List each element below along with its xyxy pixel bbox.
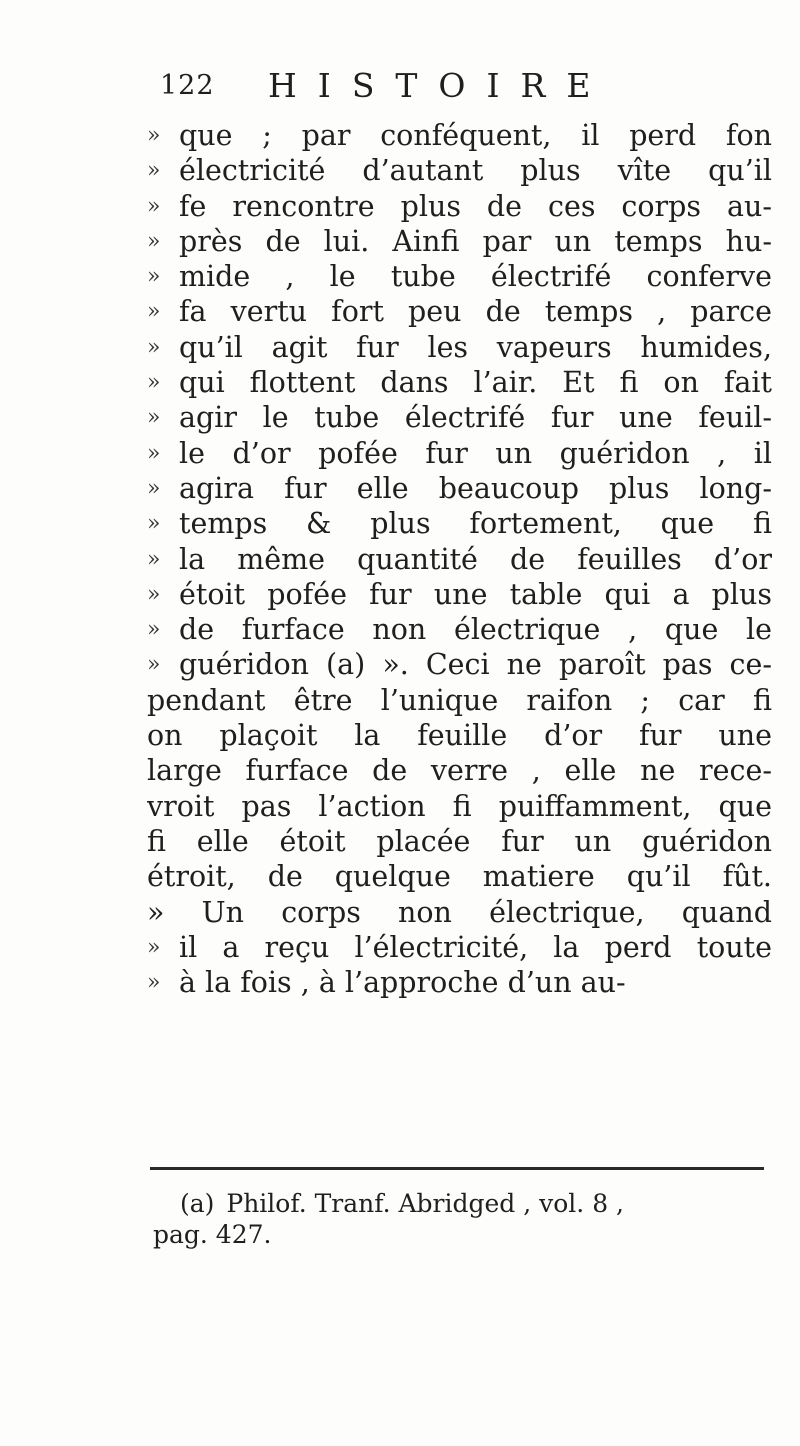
text-line bbox=[147, 895, 772, 930]
text-line bbox=[147, 189, 772, 224]
line-text: qu’il agit fur les vapeurs humides, bbox=[179, 330, 772, 364]
quote-mark: » bbox=[147, 511, 161, 537]
text-line bbox=[147, 118, 772, 153]
quote-mark: » bbox=[147, 334, 161, 360]
line-text: à la fois , à l’approche d’un au- bbox=[179, 966, 626, 1000]
text-line bbox=[147, 683, 772, 718]
footnote-text: Philof. Tranf. Abridged , vol. 8 , bbox=[226, 1189, 624, 1218]
text-line bbox=[147, 647, 772, 682]
text-line bbox=[147, 330, 772, 365]
line-text: mide , le tube électrifé conferve bbox=[179, 260, 772, 294]
line-text: pendant être l’unique raifon ; car fi bbox=[147, 683, 772, 717]
line-text: » Un corps non électrique, quand bbox=[147, 895, 772, 929]
text-line bbox=[147, 612, 772, 647]
quote-mark: » bbox=[147, 264, 161, 290]
footnote-line: pag. 427. bbox=[153, 1220, 272, 1249]
quote-mark: » bbox=[147, 581, 161, 607]
line-text: la même quantité de feuilles d’or bbox=[179, 542, 772, 576]
text-line bbox=[147, 577, 772, 612]
text-line bbox=[147, 753, 772, 788]
line-text: fi elle étoit placée fur un guéridon bbox=[147, 824, 772, 858]
line-text: de furface non électrique , que le bbox=[179, 613, 772, 647]
line-text: agir le tube électrifé fur une feuil- bbox=[179, 401, 772, 435]
quote-mark: » bbox=[147, 440, 161, 466]
text-line bbox=[147, 153, 772, 188]
quote-mark: » bbox=[147, 370, 161, 396]
line-text: fa vertu fort peu de temps , parce bbox=[179, 295, 772, 329]
line-text: électricité d’autant plus vîte qu’il bbox=[179, 154, 772, 188]
line-text: le d’or pofée fur un guéridon , il bbox=[179, 436, 772, 470]
line-text: large furface de verre , elle ne rece- bbox=[147, 754, 772, 788]
line-text: on plaçoit la feuille d’or fur une bbox=[147, 719, 772, 753]
quote-mark: » bbox=[147, 193, 161, 219]
text-line bbox=[147, 436, 772, 471]
line-text: étroit, de quelque matiere qu’il fût. bbox=[147, 860, 772, 894]
quote-mark: » bbox=[147, 934, 161, 960]
line-text: il a reçu l’électricité, la perd toute bbox=[179, 930, 772, 964]
line-text: fe rencontre plus de ces corps au- bbox=[179, 189, 772, 223]
footnote-line bbox=[180, 1188, 765, 1219]
text-line bbox=[147, 542, 772, 577]
text-line bbox=[147, 259, 772, 294]
quote-mark: » bbox=[147, 652, 161, 678]
text-line bbox=[147, 471, 772, 506]
line-text: près de lui. Ainfi par un temps hu- bbox=[179, 224, 772, 258]
text-line bbox=[147, 718, 772, 753]
footnote-rule bbox=[150, 1167, 764, 1170]
text-line bbox=[147, 294, 772, 329]
quote-mark: » bbox=[147, 158, 161, 184]
line-text: vroit pas l’action fi puiffamment, que bbox=[147, 789, 772, 823]
line-text: étoit pofée fur une table qui a plus bbox=[179, 577, 772, 611]
quote-mark: » bbox=[147, 123, 161, 148]
text-line bbox=[147, 930, 772, 965]
text-line bbox=[147, 506, 772, 541]
text-line bbox=[147, 400, 772, 435]
page-number: 122 bbox=[160, 70, 215, 101]
body-text bbox=[147, 118, 772, 1000]
page-header bbox=[160, 66, 730, 110]
line-text: agira fur elle beaucoup plus long- bbox=[179, 471, 772, 505]
text-line bbox=[147, 824, 772, 859]
quote-mark: » bbox=[147, 405, 161, 431]
quote-mark: » bbox=[147, 546, 161, 572]
footnote bbox=[153, 1188, 765, 1250]
quote-mark: » bbox=[147, 475, 161, 501]
quote-mark: » bbox=[147, 617, 161, 643]
quote-mark: » bbox=[147, 970, 161, 996]
text-line bbox=[147, 365, 772, 400]
text-line bbox=[147, 859, 772, 894]
text-line bbox=[147, 224, 772, 259]
footnote-mark: (a) bbox=[180, 1189, 215, 1218]
quote-mark: » bbox=[147, 228, 161, 254]
quote-mark: » bbox=[147, 299, 161, 325]
line-text: temps & plus fortement, que fi bbox=[179, 507, 772, 541]
running-head: HISTOIRE bbox=[268, 66, 612, 105]
line-text: guéridon (a) ». Ceci ne paroît pas ce- bbox=[179, 648, 772, 682]
text-line bbox=[147, 789, 772, 824]
text-line bbox=[147, 965, 772, 1000]
line-text: que ; par conféquent, il perd fon bbox=[179, 119, 772, 152]
line-text: qui flottent dans l’air. Et fi on fait bbox=[179, 366, 772, 400]
